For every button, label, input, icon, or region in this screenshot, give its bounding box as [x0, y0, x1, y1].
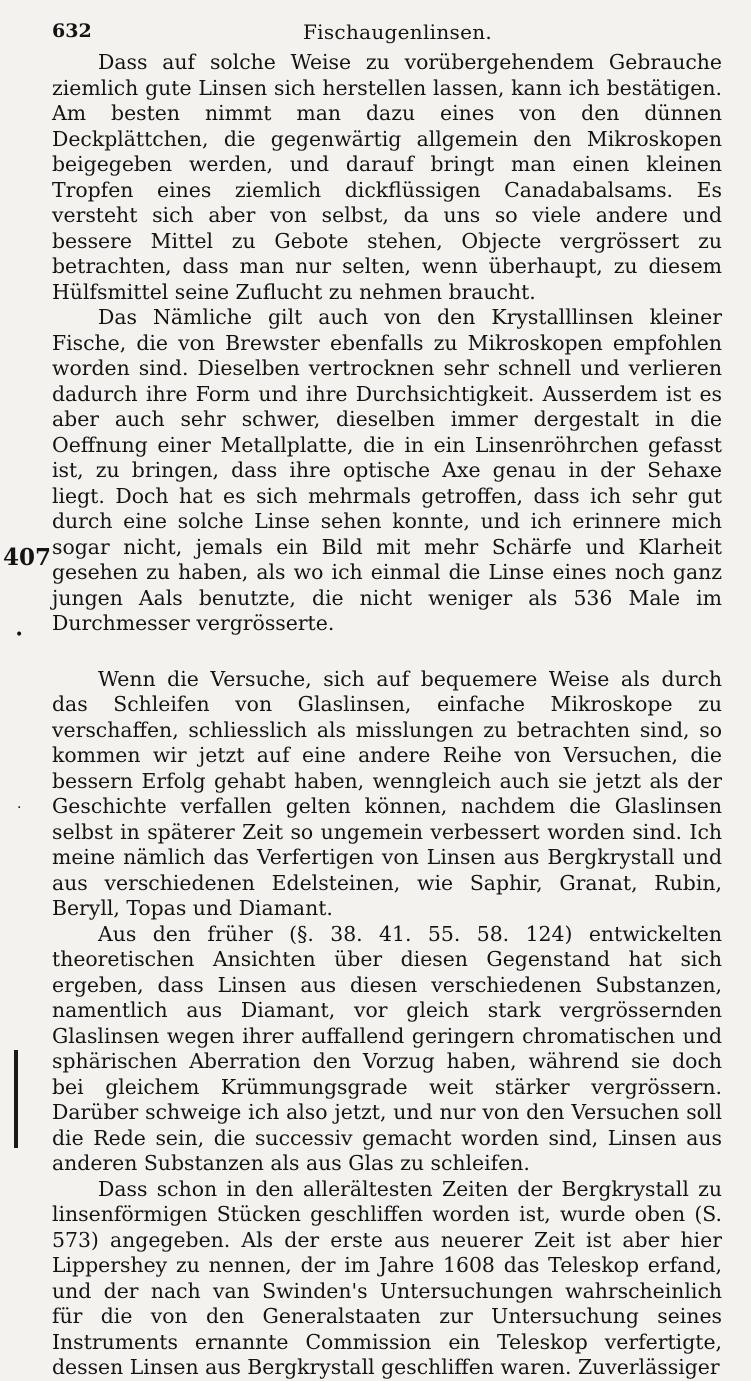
- running-title: Fischaugenlinsen.: [303, 20, 493, 44]
- paragraph: Dass schon in den allerältesten Zeiten der Bergkrystall zu linsenförmigen Stücken geschliffen worden ist, wurde oben (S. 573) angegeben. Als der erste aus neuerer Zeit ist aber hier Lippershey zu nennen, der im Jahre 1608 das Teleskop erfand, und der nach van Swinden's Untersuchungen wahrscheinlich für die von den Generalstaaten zur Untersuchung seines Instruments ernannte Commission ein Teleskop verfertigte, dessen Linsen aus Bergkrystall geschliffen waren. Zuverlässiger: [52, 1176, 722, 1379]
- margin-mark: •: [15, 627, 24, 643]
- margin-pencil-mark: [14, 1050, 18, 1148]
- section-number: 407: [3, 544, 52, 571]
- page-number: 632: [52, 20, 92, 42]
- page-header: [0, 16, 751, 50]
- section-paragraph: Wenn die Versuche, sich auf bequemere Weise als durch das Schleifen von Glaslinsen, einfache Mikroskope zu verschaffen, schliesslich als misslungen zu betrachten sind, so kommen wir jetzt auf eine andere Reihe von Versuchen, die bessern Erfolg gehabt haben, wenngleich auch sie jetzt als der Geschichte verfallen gelten können, nachdem die Glaslinsen selbst in späterer Zeit so ungemein verbessert worden sind. Ich meine nämlich das Verfertigen von Linsen aus Bergkrystall und aus verschiedenen Edelsteinen, wie Saphir, Granat, Rubin, Beryll, Topas und Diamant.: [52, 666, 722, 920]
- paragraph: Das Nämliche gilt auch von den Krystalllinsen kleiner Fische, die von Brewster ebenfalls zu Mikroskopen empfohlen worden sind. Dieselben vertrocknen sehr schnell und verlieren dadurch ihre Form und ihre Durchsichtigkeit. Ausserdem ist es aber auch sehr schwer, dieselben immer dergestalt in die Oeffnung einer Metallplatte, die in ein Linsenröhrchen gefasst ist, zu bringen, dass ihre optische Axe genau in der Sehaxe liegt. Doch hat es sich mehrmals getroffen, dass ich sehr gut durch eine solche Linse sehen konnte, und ich erinnere mich sogar nicht, jemals ein Bild mit mehr Schärfe und Klarheit gesehen zu haben, als wo ich einmal die Linse eines noch ganz jungen Aals benutzte, die nicht weniger als 536 Male im Durchmesser vergrösserte.: [52, 305, 722, 635]
- body-text: [52, 50, 722, 1381]
- paragraph: Dass auf solche Weise zu vorübergehendem Gebrauche ziemlich gute Linsen sich herstellen lassen, kann ich bestätigen. Am besten nimmt man dazu eines von den dünnen Deckplättchen, die gegenwärtig allgemein den Mikroskopen beigegeben werden, und darauf bringt man einen kleinen Tropfen eines ziemlich dickflüssigen Canadabalsams. Es versteht sich aber von selbst, da uns so viele andere und bessere Mittel zu Gebote stehen, Objecte vergrössert zu betrachten, dass man nur selten, wenn überhaupt, zu diesem Hülfsmittel seine Zuflucht zu nehmen braucht.: [52, 50, 722, 304]
- section-break: [52, 637, 722, 667]
- margin-mark: ·: [17, 800, 22, 816]
- paragraph: Aus den früher (§. 38. 41. 55. 58. 124) entwickelten theoretischen Ansichten über diesen Gegenstand hat sich ergeben, dass Linsen aus diesen verschiedenen Substanzen, namentlich aus Diamant, vor gleich stark vergrössernden Glaslinsen wegen ihrer auffallend geringern chromatischen und sphärischen Aberration den Vorzug haben, während sie doch bei gleichem Krümmungsgrade weit stärker vergrössern. Darüber schweige ich also jetzt, und nur von den Versuchen soll die Rede sein, die successiv gemacht worden sind, Linsen aus anderen Substanzen als aus Glas zu schleifen.: [52, 921, 722, 1175]
